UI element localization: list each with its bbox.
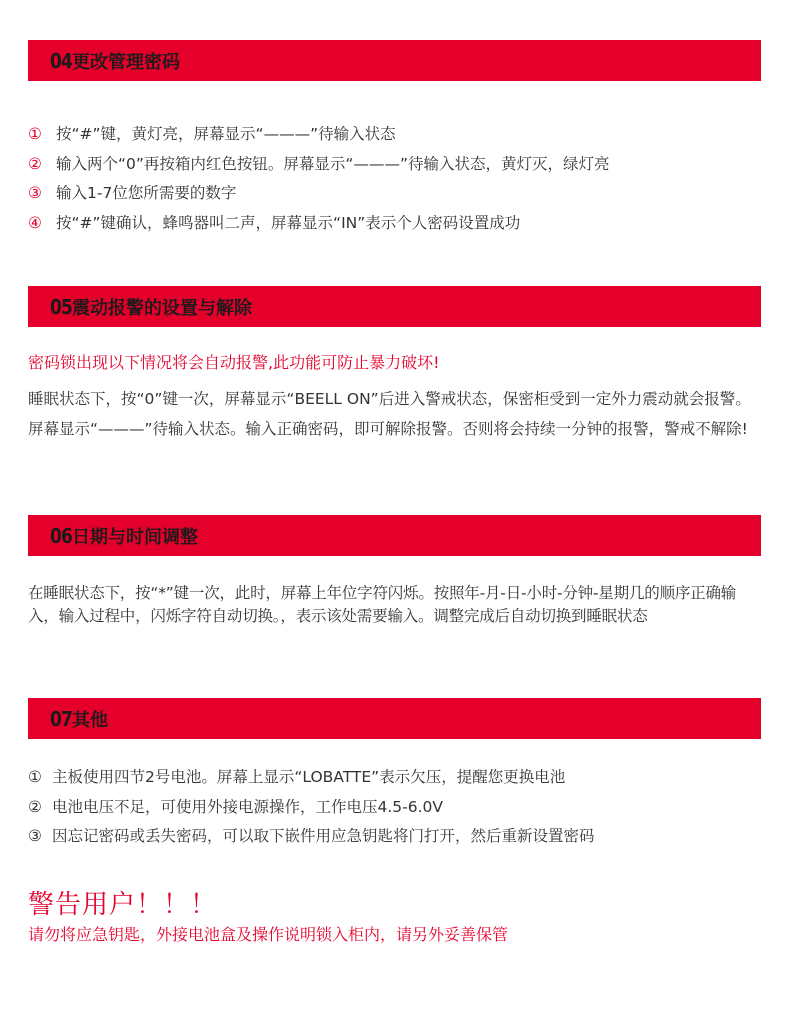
password-change-steps [28,120,609,238]
list-item [28,793,595,823]
note-marker: ③ [28,827,42,845]
step-marker: ④ [28,213,42,232]
list-item [28,209,609,239]
note-marker: ② [28,797,42,816]
section-header-04 [28,40,761,81]
alarm-alert-text: 密码锁出现以下情况将会自动报警,此功能可防止暴力破坏! [28,353,440,372]
list-item [28,120,609,150]
section-title: 日期与时间调整 [72,526,198,548]
section-title: 更改管理密码 [72,51,180,73]
section-header-07 [28,698,761,739]
list-item [28,822,595,852]
warning-title: 警告用户！！！ [28,890,218,920]
step-text: 按“#”键，黄灯亮，屏幕显示“———”待输入状态 [56,125,396,143]
step-text: 输入两个“0”再按箱内红色按钮。屏幕显示“———”待输入状态，黄灯灭，绿灯亮 [56,154,610,173]
section-number: 07 [50,706,72,731]
step-text: 输入1-7位您所需要的数字 [56,184,237,202]
section-header-05 [28,286,761,327]
step-marker: ① [28,125,42,143]
section-number: 05 [50,294,72,319]
step-text: 按“#”键确认，蜂鸣器叫二声，屏幕显示“IN”表示个人密码设置成功 [56,213,521,232]
step-marker: ② [28,154,42,173]
alarm-description: 睡眠状态下，按“0”键一次，屏幕显示“BEELL ON”后进入警戒状态，保密柜受到一定外力震动就会报警。屏幕显示“———”待输入状态。输入正确密码，即可解除报警。否则将会持续一分钟的报警，警戒不解除! [28,390,751,438]
note-marker: ① [28,768,42,786]
section-number: 04 [50,48,72,73]
section-number: 06 [50,523,72,548]
list-item [28,763,595,793]
warning-text: 请勿将应急钥匙，外接电池盒及操作说明锁入柜内，请另外妥善保管 [28,925,509,944]
section-header-06 [28,515,761,556]
section-title: 震动报警的设置与解除 [72,297,252,319]
step-marker: ③ [28,184,42,202]
note-text: 电池电压不足，可使用外接电源操作，工作电压4.5-6.0V [52,797,443,816]
note-text: 主板使用四节2号电池。屏幕上显示“LOBATTE”表示欠压，提醒您更换电池 [52,768,566,786]
list-item [28,179,609,209]
list-item [28,150,609,180]
other-notes [28,763,595,852]
note-text: 因忘记密码或丢失密码，可以取下嵌件用应急钥匙将门打开，然后重新设置密码 [52,827,595,845]
section-title: 其他 [72,709,108,731]
datetime-description: 在睡眠状态下，按“*”键一次，此时，屏幕上年位字符闪烁。按照年-月-日-小时-分钟-星期几的顺序正确输入，输入过程中，闪烁字符自动切换。，表示该处需要输入。调整完成后自动切换到睡眠状态 [28,584,737,625]
